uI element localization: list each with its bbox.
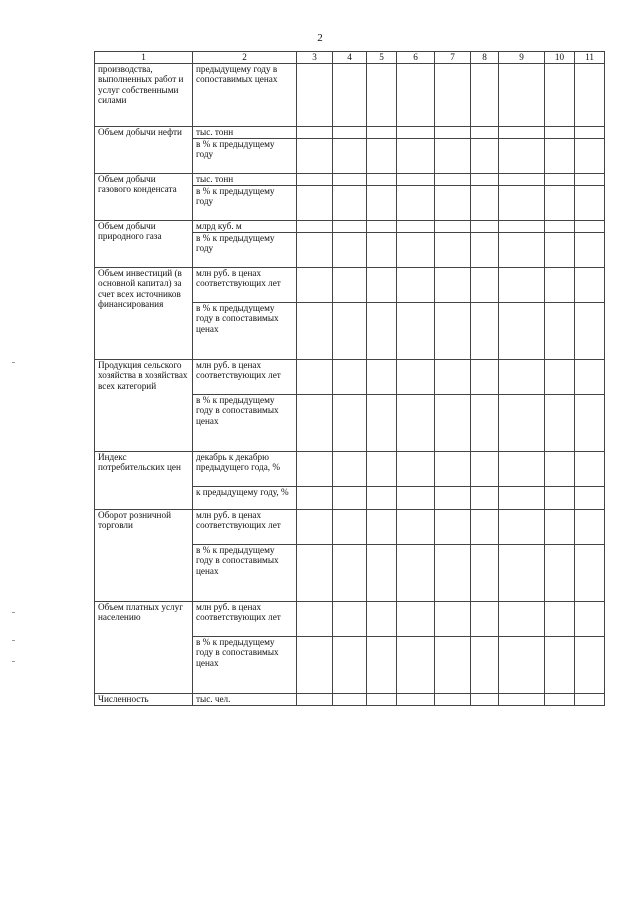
value-cell: [367, 174, 397, 186]
value-cell: [545, 233, 575, 268]
unit-cell: к предыдущему году, %: [193, 487, 297, 510]
column-header: 9: [499, 52, 545, 64]
value-cell: [435, 602, 471, 637]
indicator-cell: Объем платных услуг населению: [95, 602, 193, 694]
value-cell: [545, 303, 575, 360]
value-cell: [435, 303, 471, 360]
value-cell: [471, 360, 499, 395]
value-cell: [575, 487, 605, 510]
indicator-cell: производства, выполненных работ и услуг собственными силами: [95, 64, 193, 127]
value-cell: [435, 64, 471, 127]
value-cell: [471, 64, 499, 127]
value-cell: [471, 452, 499, 487]
value-cell: [471, 487, 499, 510]
unit-cell: в % к предыдущему году в сопоставимых ценах: [193, 545, 297, 602]
unit-cell: тыс. тонн: [193, 127, 297, 139]
indicator-cell: Оборот розничной торговли: [95, 510, 193, 602]
value-cell: [297, 395, 333, 452]
table-row: [95, 510, 605, 545]
value-cell: [333, 64, 367, 127]
column-header: 1: [95, 52, 193, 64]
value-cell: [397, 139, 435, 174]
value-cell: [575, 360, 605, 395]
value-cell: [297, 268, 333, 303]
value-cell: [367, 487, 397, 510]
value-cell: [297, 139, 333, 174]
value-cell: [545, 186, 575, 221]
value-cell: [297, 127, 333, 139]
value-cell: [575, 127, 605, 139]
unit-cell: млрд куб. м: [193, 221, 297, 233]
value-cell: [367, 395, 397, 452]
value-cell: [397, 452, 435, 487]
unit-cell: млн руб. в ценах соответствующих лет: [193, 360, 297, 395]
value-cell: [499, 64, 545, 127]
value-cell: [397, 303, 435, 360]
value-cell: [297, 174, 333, 186]
value-cell: [499, 545, 545, 602]
value-cell: [367, 186, 397, 221]
value-cell: [333, 174, 367, 186]
value-cell: [333, 487, 367, 510]
value-cell: [545, 510, 575, 545]
value-cell: [333, 127, 367, 139]
value-cell: [435, 487, 471, 510]
value-cell: [471, 545, 499, 602]
scan-mark: [12, 661, 15, 662]
unit-cell: в % к предыдущему году в сопоставимых ценах: [193, 395, 297, 452]
scan-mark: [12, 612, 15, 613]
value-cell: [333, 221, 367, 233]
column-header: 2: [193, 52, 297, 64]
value-cell: [471, 233, 499, 268]
value-cell: [333, 360, 367, 395]
value-cell: [499, 637, 545, 694]
indicator-cell: Численность: [95, 694, 193, 706]
value-cell: [499, 233, 545, 268]
value-cell: [435, 233, 471, 268]
unit-cell: в % к предыдущему году: [193, 186, 297, 221]
table-row: [95, 127, 605, 139]
value-cell: [297, 221, 333, 233]
value-cell: [499, 694, 545, 706]
value-cell: [333, 186, 367, 221]
value-cell: [545, 64, 575, 127]
page-number: 2: [317, 32, 323, 44]
value-cell: [397, 602, 435, 637]
unit-cell: предыдущему году в сопоставимых ценах: [193, 64, 297, 127]
value-cell: [297, 637, 333, 694]
value-cell: [575, 637, 605, 694]
value-cell: [575, 64, 605, 127]
value-cell: [499, 510, 545, 545]
value-cell: [397, 221, 435, 233]
value-cell: [397, 268, 435, 303]
value-cell: [575, 233, 605, 268]
value-cell: [297, 303, 333, 360]
value-cell: [297, 186, 333, 221]
value-cell: [397, 174, 435, 186]
value-cell: [471, 510, 499, 545]
value-cell: [575, 510, 605, 545]
value-cell: [435, 268, 471, 303]
indicator-cell: Объем добычи природного газа: [95, 221, 193, 268]
indicators-table: [94, 51, 605, 706]
value-cell: [367, 233, 397, 268]
value-cell: [545, 602, 575, 637]
value-cell: [333, 637, 367, 694]
unit-cell: млн руб. в ценах соответствующих лет: [193, 510, 297, 545]
value-cell: [333, 545, 367, 602]
value-cell: [367, 64, 397, 127]
value-cell: [435, 221, 471, 233]
value-cell: [435, 510, 471, 545]
value-cell: [367, 127, 397, 139]
value-cell: [545, 395, 575, 452]
value-cell: [545, 637, 575, 694]
value-cell: [471, 694, 499, 706]
value-cell: [297, 694, 333, 706]
value-cell: [333, 303, 367, 360]
table-row: [95, 268, 605, 303]
value-cell: [333, 452, 367, 487]
unit-cell: в % к предыдущему году в сопоставимых ценах: [193, 303, 297, 360]
value-cell: [471, 395, 499, 452]
value-cell: [499, 360, 545, 395]
value-cell: [397, 395, 435, 452]
value-cell: [367, 510, 397, 545]
value-cell: [297, 602, 333, 637]
column-header: 5: [367, 52, 397, 64]
value-cell: [397, 545, 435, 602]
value-cell: [471, 139, 499, 174]
value-cell: [397, 186, 435, 221]
table-row: [95, 602, 605, 637]
indicator-cell: Объем добычи газового конденсата: [95, 174, 193, 221]
value-cell: [397, 694, 435, 706]
table-row: [95, 174, 605, 186]
value-cell: [545, 452, 575, 487]
value-cell: [499, 452, 545, 487]
value-cell: [367, 360, 397, 395]
value-cell: [435, 360, 471, 395]
value-cell: [545, 487, 575, 510]
value-cell: [297, 233, 333, 268]
value-cell: [545, 360, 575, 395]
value-cell: [545, 221, 575, 233]
value-cell: [499, 186, 545, 221]
value-cell: [367, 452, 397, 487]
column-header: 8: [471, 52, 499, 64]
value-cell: [435, 545, 471, 602]
value-cell: [499, 395, 545, 452]
scan-mark: [12, 640, 15, 641]
value-cell: [575, 268, 605, 303]
value-cell: [397, 487, 435, 510]
unit-cell: млн руб. в ценах соответствующих лет: [193, 602, 297, 637]
value-cell: [333, 233, 367, 268]
value-cell: [499, 221, 545, 233]
value-cell: [397, 360, 435, 395]
value-cell: [367, 694, 397, 706]
indicator-cell: Объем добычи нефти: [95, 127, 193, 174]
value-cell: [367, 268, 397, 303]
value-cell: [575, 395, 605, 452]
value-cell: [471, 221, 499, 233]
value-cell: [333, 268, 367, 303]
value-cell: [471, 186, 499, 221]
header-row: [95, 52, 605, 64]
indicator-cell: Продукция сельского хозяйства в хозяйствах всех категорий: [95, 360, 193, 452]
value-cell: [575, 221, 605, 233]
indicator-cell: Индекс потребительских цен: [95, 452, 193, 510]
value-cell: [435, 139, 471, 174]
value-cell: [471, 637, 499, 694]
value-cell: [435, 186, 471, 221]
value-cell: [499, 174, 545, 186]
unit-cell: в % к предыдущему году в сопоставимых ценах: [193, 637, 297, 694]
value-cell: [367, 637, 397, 694]
unit-cell: в % к предыдущему году: [193, 139, 297, 174]
value-cell: [575, 694, 605, 706]
value-cell: [499, 487, 545, 510]
column-header: 3: [297, 52, 333, 64]
value-cell: [333, 602, 367, 637]
value-cell: [435, 174, 471, 186]
value-cell: [575, 174, 605, 186]
column-header: 4: [333, 52, 367, 64]
table-row: [95, 452, 605, 487]
unit-cell: декабрь к декабрю предыдущего года, %: [193, 452, 297, 487]
value-cell: [471, 127, 499, 139]
value-cell: [333, 510, 367, 545]
table-row: [95, 221, 605, 233]
value-cell: [471, 602, 499, 637]
value-cell: [333, 694, 367, 706]
value-cell: [499, 127, 545, 139]
value-cell: [575, 602, 605, 637]
value-cell: [297, 487, 333, 510]
value-cell: [297, 545, 333, 602]
value-cell: [397, 127, 435, 139]
value-cell: [435, 694, 471, 706]
unit-cell: в % к предыдущему году: [193, 233, 297, 268]
scan-mark: [12, 362, 15, 363]
value-cell: [367, 602, 397, 637]
value-cell: [367, 303, 397, 360]
unit-cell: млн руб. в ценах соответствующих лет: [193, 268, 297, 303]
value-cell: [575, 545, 605, 602]
value-cell: [397, 637, 435, 694]
value-cell: [545, 545, 575, 602]
column-header: 7: [435, 52, 471, 64]
value-cell: [397, 64, 435, 127]
column-header: 10: [545, 52, 575, 64]
value-cell: [545, 127, 575, 139]
value-cell: [297, 452, 333, 487]
value-cell: [367, 221, 397, 233]
value-cell: [367, 139, 397, 174]
value-cell: [333, 395, 367, 452]
value-cell: [545, 694, 575, 706]
value-cell: [435, 127, 471, 139]
value-cell: [471, 303, 499, 360]
value-cell: [575, 452, 605, 487]
unit-cell: тыс. чел.: [193, 694, 297, 706]
value-cell: [397, 510, 435, 545]
value-cell: [435, 637, 471, 694]
value-cell: [397, 233, 435, 268]
value-cell: [435, 395, 471, 452]
value-cell: [499, 303, 545, 360]
value-cell: [435, 452, 471, 487]
value-cell: [545, 139, 575, 174]
value-cell: [545, 174, 575, 186]
value-cell: [333, 139, 367, 174]
value-cell: [499, 139, 545, 174]
value-cell: [471, 174, 499, 186]
table-row: [95, 360, 605, 395]
value-cell: [545, 268, 575, 303]
value-cell: [575, 139, 605, 174]
value-cell: [499, 268, 545, 303]
value-cell: [575, 303, 605, 360]
value-cell: [367, 545, 397, 602]
indicator-cell: Объем инвестиций (в основной капитал) за счет всех источников финансирования: [95, 268, 193, 360]
value-cell: [297, 64, 333, 127]
table-row: [95, 64, 605, 127]
table-row: [95, 694, 605, 706]
unit-cell: тыс. тонн: [193, 174, 297, 186]
value-cell: [297, 360, 333, 395]
column-header: 6: [397, 52, 435, 64]
value-cell: [575, 186, 605, 221]
value-cell: [297, 510, 333, 545]
column-header: 11: [575, 52, 605, 64]
value-cell: [471, 268, 499, 303]
value-cell: [499, 602, 545, 637]
